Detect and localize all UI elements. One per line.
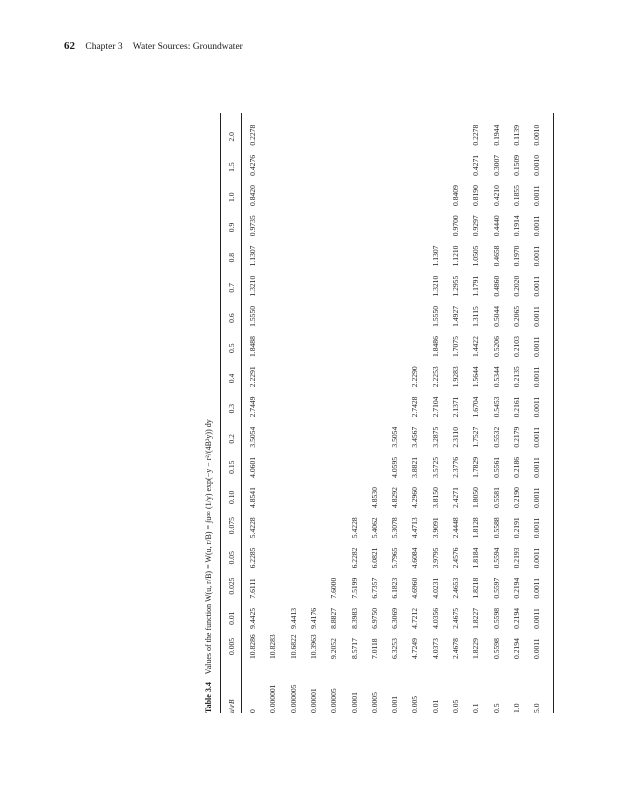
table-cell: 0.8409 [451,185,460,206]
table-cell: 0.4271 [471,154,481,176]
table-cell: 1.8050 [471,487,481,508]
table-cell: 1.3115 [471,306,481,327]
row-label: 0.00001 [308,688,318,713]
table-cell: 0.3007 [491,154,501,176]
table-cell: 0.5561 [491,456,501,478]
table-cell: 4.0231 [430,577,440,599]
table-cell: 4.0373 [430,638,440,659]
table-cell: 0.2194 [511,638,521,659]
table-cell: 0.1509 [511,154,521,176]
table-cell: 8.5717 [349,638,359,659]
column-header: 0.075 [227,517,236,535]
table-cell: 0.2065 [511,305,521,327]
table-cell: 0.5597 [491,577,501,599]
table-cell: 9.4413 [288,607,298,629]
table-cell: 4.4713 [410,517,420,539]
table-cell: 6.3069 [390,607,400,629]
table-cell: 0.5588 [491,517,501,539]
table-cell: 0.0011 [532,185,542,206]
row-label: 0.001 [390,695,400,713]
table-cell: 0.0011 [532,457,542,478]
table-cell: 0.2103 [511,336,521,357]
table-cell: 0.0011 [532,276,542,297]
table-cell: 3.5725 [430,456,440,478]
table-caption-text: Values of the function W(u, r/B) = W(u, r/B) = ∫u∞ (1/y) exp(−y − r²/(4B²y)) dy [204,419,213,675]
page-number: 62 [64,40,75,52]
table-cell: 10.8283 [268,634,278,659]
table-cell: 0.2135 [511,366,521,388]
table-cell: 1.7829 [471,456,481,478]
table-cell: 1.5550 [430,305,440,327]
table-cell: 2.2291 [248,366,257,388]
table-cell: 1.6704 [471,396,481,418]
table-cell: 0.0011 [532,336,542,357]
table-cell: 1.8486 [430,336,440,357]
table-cell: 2.3110 [451,427,460,448]
column-header: 0.005 [227,637,236,655]
table-cell: 0.0011 [532,245,542,267]
table-cell: 0.2194 [511,607,521,629]
table-header-rule [241,113,242,713]
table-cell: 0.8420 [248,185,257,206]
table-cell: 2.4271 [451,487,460,508]
table-top-rule [220,113,221,713]
column-header: 0.10 [227,490,236,504]
table-cell: 0.5598 [491,638,501,659]
table-cell: 1.1307 [248,245,257,267]
row-label: 0.0005 [369,692,379,713]
table-cell: 0.0011 [532,608,542,629]
row-label: 0.00005 [329,688,339,713]
table-cell: 3.9795 [430,547,440,569]
table-cell: 4.2960 [410,487,420,508]
row-label: 0.0001 [349,692,359,713]
table-cell: 9.2052 [329,638,339,659]
table-cell: 0.5206 [491,336,501,357]
table-cell: 0.2278 [471,124,481,146]
table-cell: 4.7249 [410,638,420,659]
table-cell: 5.4062 [369,517,379,539]
table-cell: 1.0505 [471,245,481,267]
table-cell: 1.4422 [471,336,481,357]
table-cell: 2.4678 [451,638,460,659]
table-cell: 1.3210 [430,275,440,297]
table-cell: 0.0011 [532,396,542,418]
table-cell: 1.8488 [248,336,257,357]
table-cell: 0.5598 [491,607,501,629]
table-cell: 4.0356 [430,607,440,629]
table-cell: 0.2191 [511,517,521,539]
table-cell: 6.0821 [369,547,379,569]
column-header: 0.8 [227,252,236,263]
row-label: 0 [248,709,257,713]
column-header: 0.6 [227,313,236,323]
table-cell: 7.6000 [329,577,339,599]
column-header: 0.4 [227,373,236,384]
table-cell: 3.4567 [410,426,420,448]
row-label: 0.000001 [268,684,278,713]
table-cell: 7.6111 [248,578,257,599]
table-cell: 0.0011 [532,366,542,388]
table-cell: 0.0011 [532,517,542,539]
table-cell: 0.0011 [532,306,542,327]
table-cell: 6.2282 [349,547,359,569]
table-cell: 0.2161 [511,396,521,418]
table-cell: 1.2955 [451,275,460,297]
table-cell: 1.1210 [451,245,460,267]
table-cell: 0.2179 [511,426,521,448]
table-cell: 0.5532 [491,426,501,448]
table-cell: 7.0118 [369,638,379,659]
table-cell: 0.2020 [511,275,521,297]
table-cell: 0.0011 [532,427,542,448]
table-cell: 3.8150 [430,487,440,508]
table-cell: 0.0011 [532,547,542,569]
row-label: 0.1 [471,703,481,713]
table-cell: 0.4210 [491,185,501,206]
table-cell: 0.2193 [511,547,521,569]
table-caption [205,419,213,713]
column-header: 0.01 [227,611,236,625]
table-cell: 4.8541 [248,487,257,508]
chapter-label: Chapter 3 [85,42,123,52]
table-cell: 0.1855 [511,185,521,206]
table-cell: 2.4576 [451,547,460,569]
table-cell: 3.9091 [430,517,440,539]
table-cell: 4.8530 [369,487,379,508]
table-cell: 0.1914 [511,215,521,237]
column-header: 1.5 [227,162,236,172]
table-cell: 0.4276 [248,154,257,176]
column-header: 0.3 [227,403,236,414]
table-cell: 2.2290 [410,366,420,388]
table-cell: 6.3253 [390,638,400,659]
table-cell: 3.5054 [248,426,257,448]
table-cell: 0.5344 [491,366,501,388]
row-label: 5.0 [532,703,542,713]
column-header: 0.5 [227,343,236,353]
table-cell: 10.6822 [288,634,298,659]
table-cell: 8.3983 [349,607,359,629]
table-cell: 0.5453 [491,396,501,418]
table-cell: 1.8128 [471,517,481,539]
table-cell: 5.3078 [390,517,400,539]
table-cell: 0.2194 [511,577,521,599]
column-header: 0.7 [227,283,236,293]
section-title: Water Sources: Groundwater [132,42,243,52]
table-cell: 10.3963 [308,634,318,659]
row-label: 0.01 [430,699,440,713]
table-cell: 0.0011 [532,215,542,237]
table-cell: 9.4425 [248,607,257,629]
table-cell: 2.4675 [451,607,460,629]
table-cell: 4.6960 [410,577,420,599]
table-cell: 2.3776 [451,456,460,478]
page-header [64,40,243,52]
table-label: Table 3.4 [204,682,213,713]
table-cell: 0.4860 [491,275,501,297]
table-cell: 8.8827 [329,607,339,629]
row-label: 0.5 [491,703,501,713]
table-cell: 0.9735 [248,215,257,237]
table-cell: 1.8218 [471,577,481,599]
table-cell: 0.0010 [532,154,542,176]
table-cell: 10.8286 [248,634,257,659]
table-cell: 2.4653 [451,577,460,599]
table-cell: 6.9750 [369,607,379,629]
row-label: 0.05 [451,699,460,713]
table-cell: 2.2253 [430,366,440,388]
table-cell: 9.4176 [308,607,318,629]
table-cell: 1.8227 [471,607,481,629]
table-cell: 0.4658 [491,245,501,267]
table-cell: 1.5550 [248,305,257,327]
table-cell: 0.0010 [532,124,542,146]
table-cell: 2.7449 [248,396,257,418]
column-header: 0.2 [227,434,236,444]
table-cell: 0.9297 [471,215,481,237]
table-cell: 3.2875 [430,426,440,448]
table-cell: 2.1371 [451,396,460,418]
table-cell: 5.4228 [349,517,359,539]
table-bottom-rule [553,113,554,713]
table-cell: 0.1970 [511,245,521,267]
table-cell: 0.5594 [491,547,501,569]
table-cell: 6.2285 [248,547,257,569]
table-cell: 6.1823 [390,577,400,599]
table-cell: 1.3210 [248,275,257,297]
column-header: 0.15 [227,460,236,474]
table-cell: 3.5054 [390,426,400,448]
column-header: 2.0 [227,132,236,142]
table-cell: 0.8190 [471,185,481,206]
table-cell: 0.2190 [511,487,521,508]
table-cell: 0.0011 [532,487,542,508]
table-cell: 1.1791 [471,275,481,297]
table-cell: 6.7357 [369,577,379,599]
table-cell: 1.8229 [471,638,481,659]
corner-header: u\rB [227,699,236,713]
table-cell: 0.1944 [491,124,501,146]
table-cell: 0.2278 [248,124,257,146]
column-header: 0.025 [227,577,236,595]
table-cell: 3.8821 [410,456,420,478]
table-cell: 4.8292 [390,487,400,508]
table-cell: 0.5044 [491,305,501,327]
table-cell: 0.2186 [511,456,521,478]
table-cell: 7.5199 [349,577,359,599]
column-header: 0.05 [227,551,236,565]
table-cell: 1.7075 [451,336,460,357]
table-cell: 2.4448 [451,517,460,539]
table-cell: 1.8184 [471,547,481,569]
table-cell: 4.6084 [410,547,420,569]
table-cell: 0.1139 [511,125,521,146]
table-cell: 1.9283 [451,366,460,388]
table-cell: 4.0595 [390,456,400,478]
table-cell: 4.0601 [248,456,257,478]
table-cell: 0.0011 [532,638,542,659]
table-cell: 2.7104 [430,396,440,418]
table-cell: 2.7428 [410,396,420,418]
table-cell: 5.7965 [390,547,400,569]
column-header: 1.0 [227,192,236,202]
table-cell: 4.7212 [410,607,420,629]
rotated-table [205,113,555,713]
row-label: 0.000005 [288,684,298,713]
table-cell: 0.0011 [532,578,542,599]
table-cell: 1.4927 [451,305,460,327]
table-cell: 1.7527 [471,426,481,448]
table-cell: 1.5644 [471,366,481,388]
row-label: 0.005 [410,695,420,713]
table-cell: 5.4228 [248,517,257,539]
table-cell: 0.5581 [491,487,501,508]
table-cell: 0.9700 [451,215,460,237]
column-header: 0.9 [227,222,236,233]
table-cell: 1.1307 [430,245,440,267]
table-cell: 0.4440 [491,215,501,237]
row-label: 1.0 [511,703,521,713]
